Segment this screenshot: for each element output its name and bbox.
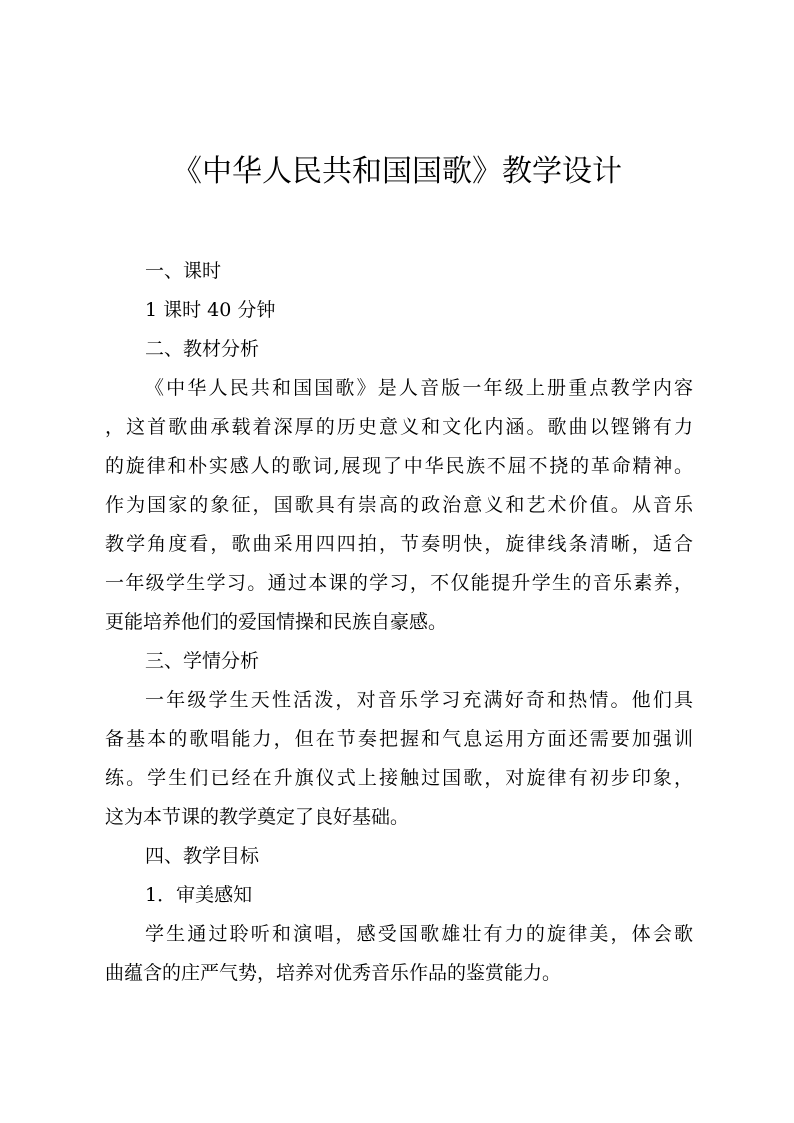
textbook-analysis-line: 的旋律和朴实感人的歌词,展现了中华民族不屈不挠的革命精神。 (105, 455, 693, 477)
section-heading-textbook-analysis: 二、教材分析 (145, 338, 260, 360)
section-heading-student-analysis: 三、学情分析 (145, 650, 260, 672)
textbook-analysis-line: 一年级学生学习。通过本课的学习，不仅能提升学生的音乐素养， (105, 572, 693, 594)
student-analysis-line: 一年级学生天性活泼，对音乐学习充满好奇和热情。他们具 (145, 689, 693, 711)
student-analysis-line: 这为本节课的教学奠定了良好基础。 (105, 806, 410, 828)
teaching-goals-line: 曲蕴含的庄严气势，培养对优秀音乐作品的鉴赏能力。 (105, 962, 562, 984)
textbook-analysis-line: 作为国家的象征，国歌具有崇高的政治意义和艺术价值。从音乐 (105, 494, 693, 516)
section-heading-class-hours: 一、课时 (145, 260, 222, 282)
section-heading-teaching-goals: 四、教学目标 (145, 845, 260, 867)
textbook-analysis-line: 教学角度看，歌曲采用四四拍，节奏明快，旋律线条清晰，适合 (105, 533, 693, 555)
teaching-goals-line: 学生通过聆听和演唱，感受国歌雄壮有力的旋律美，体会歌 (145, 923, 693, 945)
subheading-aesthetic-perception: 1．审美感知 (145, 884, 253, 906)
student-analysis-line: 练。学生们已经在升旗仪式上接触过国歌，对旋律有初步印象， (105, 767, 693, 789)
textbook-analysis-line: 《中华人民共和国国歌》是人音版一年级上册重点教学内容 (145, 377, 693, 399)
textbook-analysis-line: 更能培养他们的爱国情操和民族自豪感。 (105, 611, 448, 633)
textbook-analysis-line: ，这首歌曲承载着深厚的历史意义和文化内涵。歌曲以铿锵有力 (105, 416, 693, 438)
document-title: 《中华人民共和国国歌》教学设计 (172, 154, 622, 189)
document-body (105, 252, 693, 993)
class-hours-text: 1 课时 40 分钟 (145, 299, 276, 321)
student-analysis-line: 备基本的歌唱能力，但在节奏把握和气息运用方面还需要加强训 (105, 728, 693, 750)
